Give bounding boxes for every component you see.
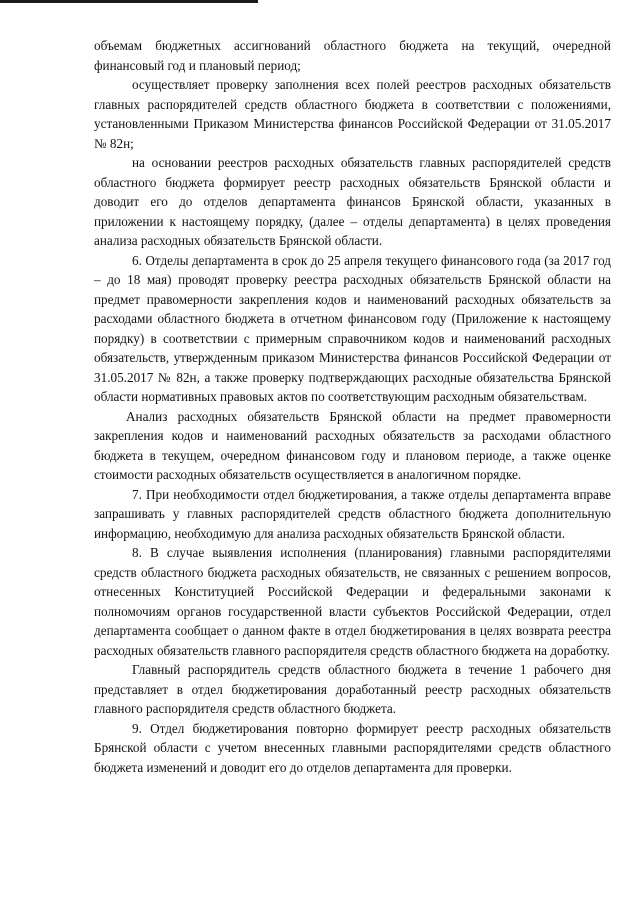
paragraph-check-fields: осуществляет проверку заполнения всех полей реестров расходных обязательств главных распорядителей средств областного бюджета в соответствии с положениями, установленными Приказом Министерства финансов Российской Федерации от 31.05.2017 № 82н; xyxy=(94,77,611,151)
document-body xyxy=(94,36,611,777)
paragraph-item-8: 8. В случае выявления исполнения (планирования) главными распорядителями средств областного бюджета расходных обязательств, не связанных с решением вопросов, отнесенных Конституцией Российской Федерации и федеральными законами к полномочиям органов государственной власти субъектов Российской Федерации, отдел департамента сообщает о данном факте в отдел бюджетирования в целях возврата реестра расходных обязательств главного распорядителя средств областного бюджета на доработку. xyxy=(94,545,611,658)
paragraph-form-registry: на основании реестров расходных обязательств главных распорядителей средств областного бюджета формирует реестр расходных обязательств Брянской области и доводит его до отделов департамента финансов Брянской области, указанных в приложении к настоящему порядку, (далее – отделы департамента) в целях проведения анализа расходных обязательств Брянской области. xyxy=(94,155,611,248)
paragraph-analysis: Анализ расходных обязательств Брянской области на предмет правомерности закрепления кодов и наименований расходных обязательств за расходами областного бюджета в текущем, очередном финансовом году и плановом периоде, а также оценке стоимости расходных обязательств осуществляется в аналогичном порядке. xyxy=(94,408,611,482)
paragraph-continuation: объемам бюджетных ассигнований областного бюджета на текущий, очередной финансовый год и плановый период; xyxy=(94,38,611,73)
paragraph-item-7: 7. При необходимости отдел бюджетирования, а также отделы департамента вправе запрашивать у главных распорядителей средств областного бюджета дополнительную информацию, необходимую для анализа расходных обязательств Брянской области. xyxy=(94,486,611,541)
paragraph-item-9: 9. Отдел бюджетирования повторно формирует реестр расходных обязательств Брянской области с учетом внесенных главными распорядителями средств областного бюджета изменений и доводит его до отделов департамента для проверки. xyxy=(94,720,611,775)
paragraph-item-6: 6. Отделы департамента в срок до 25 апреля текущего финансового года (за 2017 год – до 18 мая) проводят проверку реестра расходных обязательств Брянской области на предмет правомерности закрепления кодов и наименований расходных обязательств за расходами областного бюджета в отчетном финансовом году (Приложение к настоящему порядку) в соответствии с примерным справочником кодов и наименований расходных обязательств, утвержденным приказом Министерства финансов Российской Федерации от 31.05.2017 № 82н, а также проверку подтверждающих расходные обязательства Брянской области нормативных правовых актов по соответствующим расходным обязательствам. xyxy=(94,252,611,404)
paragraph-main-distributor: Главный распорядитель средств областного бюджета в течение 1 рабочего дня представляет в отдел бюджетирования доработанный реестр расходных обязательств главного распорядителя средств областного бюджета. xyxy=(94,662,611,716)
top-edge-rule xyxy=(0,0,258,3)
